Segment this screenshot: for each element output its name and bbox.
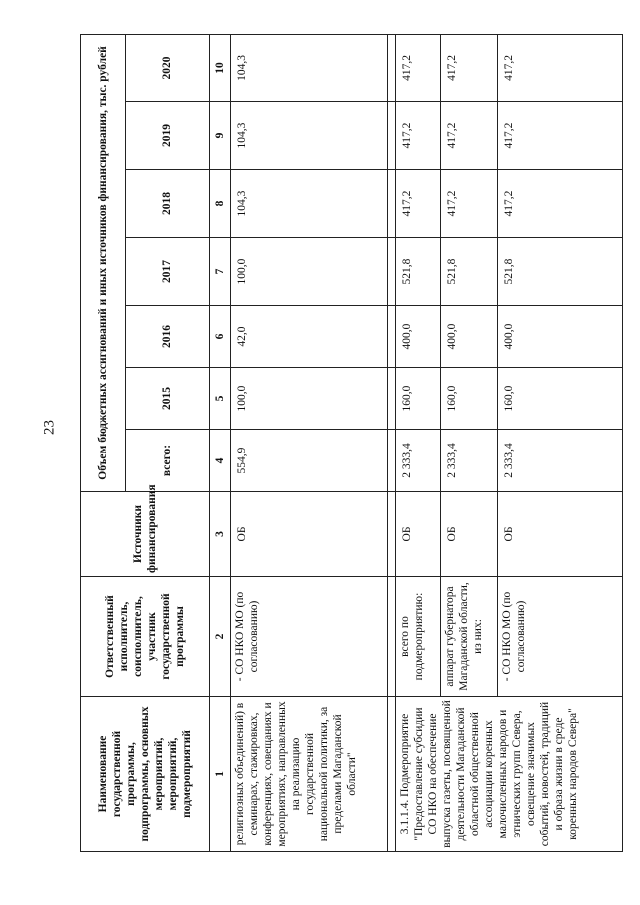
row-value-2015: 160,0 (396, 368, 441, 430)
row-value-2020: 417,2 (441, 34, 498, 101)
header-year: 2019 (126, 102, 210, 170)
row-value-2020: 417,2 (396, 34, 441, 101)
header-year: 2020 (126, 34, 210, 101)
row-value-2016: 400,0 (396, 306, 441, 368)
row-value-2015: 100,0 (231, 368, 388, 430)
row-value-2018: 417,2 (396, 170, 441, 238)
column-index: 3 (210, 492, 231, 577)
row-value-2016: 400,0 (441, 306, 498, 368)
row-value-2017: 521,8 (396, 238, 441, 306)
header-year: 2015 (126, 368, 210, 430)
row-value-total: 2 333,4 (498, 430, 623, 492)
row-value-2020: 417,2 (498, 34, 623, 101)
budget-table (80, 34, 623, 852)
row-value-2019: 417,2 (441, 102, 498, 170)
row-value-total: 554,9 (231, 430, 388, 492)
row-value-2018: 104,3 (231, 170, 388, 238)
header-name: Наименование государственной программы, подпрограммы, основных мероприятий, мероприятий, подмероприятий (81, 697, 210, 852)
row-source: ОБ (441, 492, 498, 577)
row-name: религиозных объединений) в семинарах, стажировках, конференциях, совещаниях и мероприятиях, направленных на реализацию государственной национальной политики, за пределами Магаданской области" (231, 697, 388, 852)
column-index: 7 (210, 238, 231, 306)
row-executor: - СО НКО МО (по согласованию) (231, 577, 388, 697)
row-value-2015: 160,0 (498, 368, 623, 430)
column-index: 5 (210, 368, 231, 430)
column-index-row (210, 34, 231, 851)
row-value-2017: 521,8 (441, 238, 498, 306)
row-source: ОБ (231, 492, 388, 577)
header-year: 2016 (126, 306, 210, 368)
column-index: 8 (210, 170, 231, 238)
row-source: ОБ (396, 492, 441, 577)
row-value-2017: 100,0 (231, 238, 388, 306)
row-value-2016: 42,0 (231, 306, 388, 368)
row-value-2019: 417,2 (498, 102, 623, 170)
header-volume: Объем бюджетных ассигнований и иных источников финансирования, тыс. рублей (81, 34, 126, 491)
column-index: 4 (210, 430, 231, 492)
header-total: всего: (126, 430, 210, 492)
header-year: 2018 (126, 170, 210, 238)
row-name: 3.1.1.4. Подмероприятие "Предоставление субсидии СО НКО на обеспечение выпуска газеты, посвященной деятельности Магаданской областной общественной ассоциации коренных малочисленных народов и этнических групп Севера, освещение значимых событий, новостей, традиций и образа жизни в среде коренных народов Севера" (396, 697, 623, 852)
header-executor: Ответственный исполнитель, соисполнитель, участник государственной программы (81, 577, 210, 697)
row-value-2017: 521,8 (498, 238, 623, 306)
row-value-total: 2 333,4 (441, 430, 498, 492)
header-year: 2017 (126, 238, 210, 306)
row-value-2016: 400,0 (498, 306, 623, 368)
row-value-2015: 160,0 (441, 368, 498, 430)
column-index: 1 (210, 697, 231, 852)
row-value-2019: 417,2 (396, 102, 441, 170)
row-value-total: 2 333,4 (396, 430, 441, 492)
column-index: 6 (210, 306, 231, 368)
row-executor: - СО НКО МО (по согласованию) (498, 577, 623, 697)
rotated-page (80, 35, 618, 852)
page-number: 23 (41, 420, 58, 435)
header-source: Источники финансирования (81, 492, 210, 577)
row-value-2020: 104,3 (231, 34, 388, 101)
row-executor: всего по подмероприятию: (396, 577, 441, 697)
table-row (396, 34, 441, 851)
header-row (81, 34, 126, 851)
column-index: 9 (210, 102, 231, 170)
row-source: ОБ (498, 492, 623, 577)
row-executor: аппарат губернатора Магаданской области, из них: (441, 577, 498, 697)
row-value-2018: 417,2 (441, 170, 498, 238)
column-index: 10 (210, 34, 231, 101)
row-separator (388, 34, 396, 851)
column-index: 2 (210, 577, 231, 697)
row-value-2019: 104,3 (231, 102, 388, 170)
table-row (231, 34, 388, 851)
row-value-2018: 417,2 (498, 170, 623, 238)
